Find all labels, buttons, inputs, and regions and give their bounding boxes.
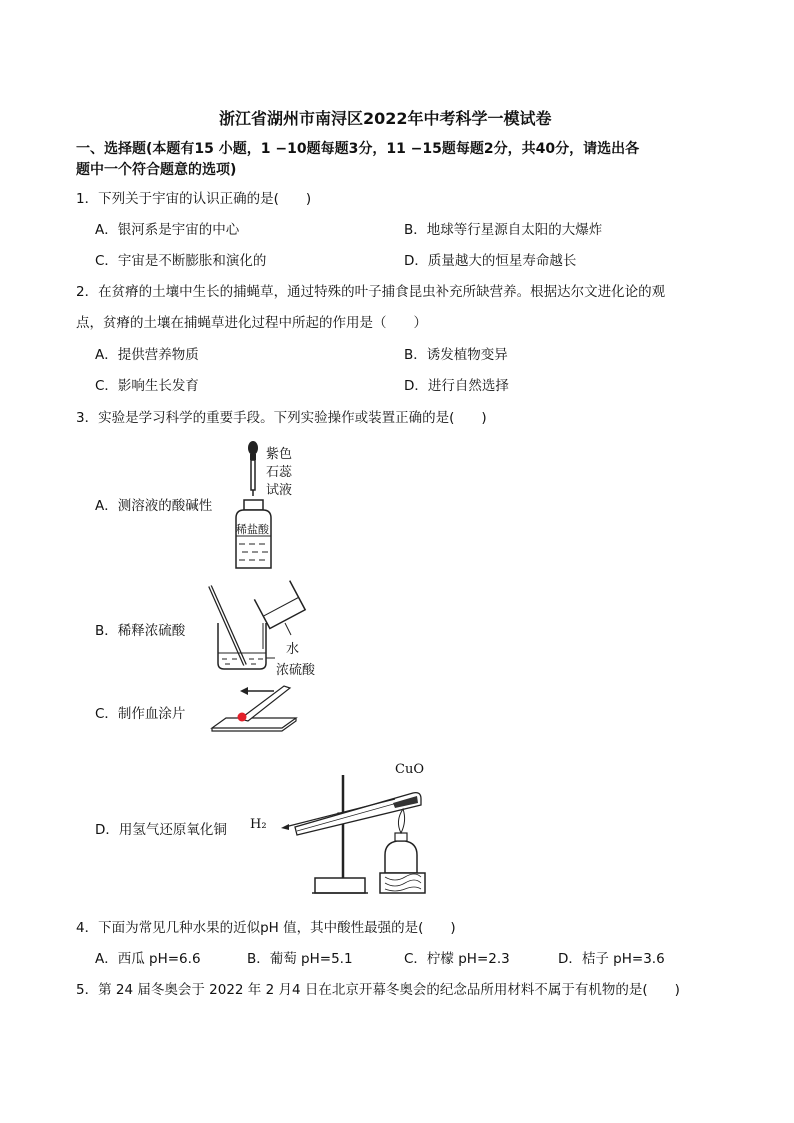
q1-stem: 1．下列关于宇宙的认识正确的是( ) [76, 191, 312, 207]
h2-label: H₂ [250, 817, 267, 832]
q3-option-c: C．制作血涂片 [95, 706, 186, 722]
dropper-label-1: 紫色 [266, 447, 293, 462]
q4-option-a: A．西瓜 pH=6.6 [95, 951, 201, 967]
bottle-label: 稀盐酸 [236, 523, 269, 536]
q4-option-b: B．葡萄 pH=5.1 [247, 951, 353, 967]
q3-stem: 3．实验是学习科学的重要手段。下列实验操作或装置正确的是( ) [76, 410, 487, 426]
q5-stem: 5．第 24 届冬奥会于 2022 年 2 月4 日在北京开幕冬奥会的纪念品所用材料不属于有机物的是( ) [76, 982, 680, 998]
q2-option-c: C．影响生长发育 [95, 378, 199, 394]
q2-option-a: A．提供营养物质 [95, 347, 199, 363]
q2-option-d: D．进行自然选择 [404, 378, 509, 394]
q1-option-c: C．宇宙是不断膨胀和演化的 [95, 253, 267, 269]
q3-option-b: B．稀释浓硫酸 [95, 623, 186, 639]
q4-option-c: C．柠檬 pH=2.3 [404, 951, 510, 967]
q3-option-d: D．用氢气还原氧化铜 [95, 822, 227, 838]
q1-option-d: D．质量越大的恒星寿命越长 [404, 253, 577, 269]
acid-label: 浓硫酸 [276, 663, 316, 678]
water-label: 水 [286, 642, 300, 657]
q1-option-b: B．地球等行星源自太阳的大爆炸 [404, 222, 603, 238]
section-header-line1: 一、选择题(本题有15 小题，1 −10题每题3分，11 −15题每题2分，共40分，请选出各 [76, 141, 640, 157]
q4-stem: 4．下面为常见几种水果的近似pH 值，其中酸性最强的是( ) [76, 920, 456, 936]
q2-option-b: B．诱发植物变异 [404, 347, 508, 363]
dropper-label-3: 试液 [266, 483, 293, 498]
page-title: 浙江省湖州市南浔区2022年中考科学一模试卷 [219, 109, 552, 128]
q1-option-a: A．银河系是宇宙的中心 [95, 222, 240, 238]
q3-option-a: A．测溶液的酸碱性 [95, 498, 213, 514]
reduction-apparatus-diagram [245, 765, 435, 900]
q4-option-d: D．桔子 pH=3.6 [558, 951, 665, 967]
cuo-label: CuO [395, 762, 424, 777]
q2-stem-line1: 2．在贫瘠的土壤中生长的捕蝇草，通过特殊的叶子捕食昆虫补充所缺营养。根据达尔文进化论的观 [76, 284, 666, 300]
dropper-label-2: 石蕊 [266, 465, 293, 480]
blood-smear-diagram [210, 683, 305, 733]
section-header-line2: 题中一个符合题意的选项) [76, 162, 237, 178]
q2-stem-line2: 点，贫瘠的土壤在捕蝇草进化过程中所起的作用是（ ） [76, 315, 427, 331]
